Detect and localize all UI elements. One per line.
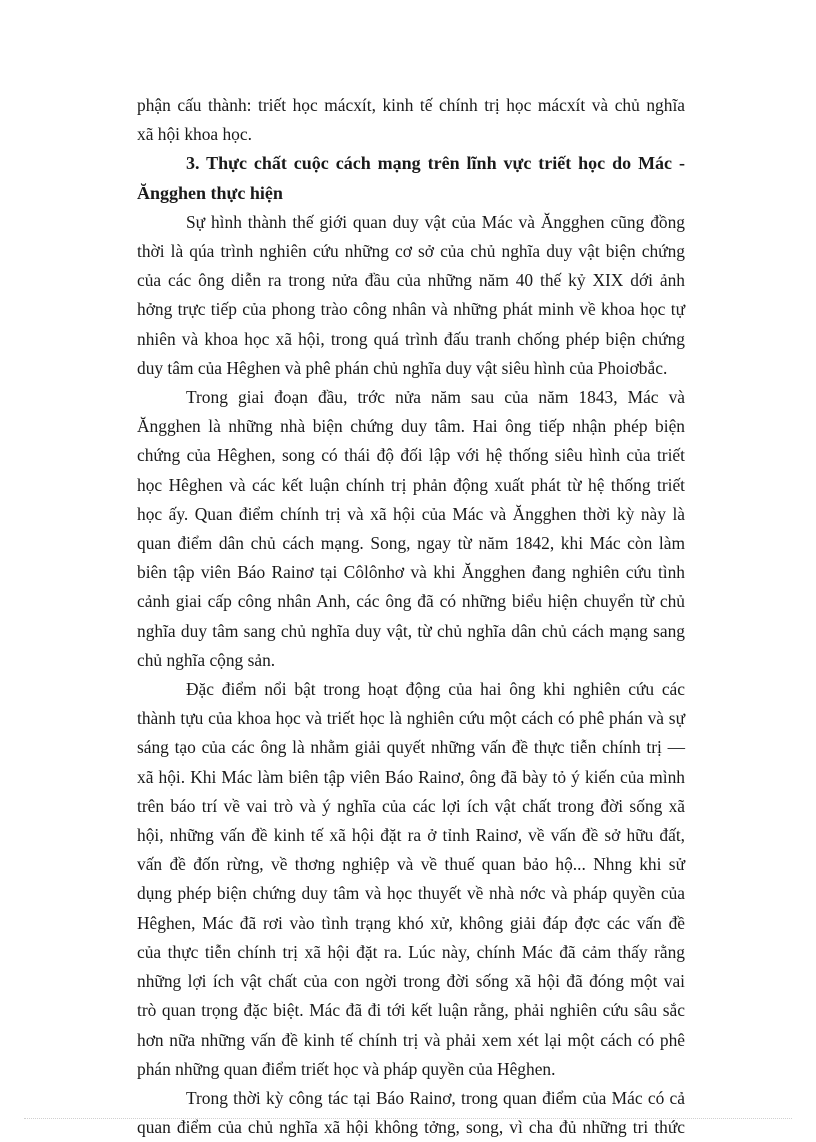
text-line: quan điểm dân chủ cách mạng. Song, ngay từ năm 1842, khi Mác còn làm [137, 533, 685, 554]
paragraph-1 [137, 208, 685, 383]
text-line: phán những quan điểm triết học và pháp quyền của Hêghen. [137, 1058, 556, 1079]
text-line: cảnh giai cấp công nhân Anh, các ông đã có những biểu hiện chuyển từ chủ [137, 591, 685, 612]
text-line: quan điểm của chủ nghĩa xã hội không tởng, song, vì cha đủ những tri thức [137, 1117, 685, 1138]
text-line: Trong giai đoạn đầu, trớc nửa năm sau của năm 1843, Mác và [186, 387, 685, 408]
text-line: vấn đề đốn rừng, về thơng nghiệp và về thuế quan bảo hộ... Nhng khi sử [137, 854, 685, 875]
text-line: học Hêghen và các kết luận chính trị phản động xuất phát từ hệ thống triết [137, 474, 685, 495]
heading-line: Ăngghen thực hiện [137, 182, 283, 203]
text-line: học ấy. Quan điểm chính trị và xã hội của Mác và Ăngghen thời kỳ này là [137, 503, 685, 524]
heading-line: 3. Thực chất cuộc cách mạng trên lĩnh vực triết học do Mác - [186, 153, 685, 174]
text-line: hơn nữa những vấn đề kinh tế chính trị và phải xem xét lại một cách có phê [137, 1029, 685, 1050]
text-line: hội, những vấn đề kinh tế xã hội đặt ra ở tỉnh Rainơ, về vấn đề sở hữu đất, [137, 825, 685, 846]
text-line: của thực tiễn chính trị xã hội đặt ra. Lúc này, chính Mác đã cảm thấy rằng [137, 941, 685, 962]
text-line: duy tâm của Hêghen và phê phán chủ nghĩa duy vật siêu hình của Phoiơbắc. [137, 357, 668, 378]
text-line: biên tập viên Báo Rainơ tại Côlônhơ và khi Ăngghen đang nghiên cứu tình [137, 562, 685, 583]
text-line: trò quan trọng đặc biệt. Mác đã đi tới kết luận rằng, phải nghiên cứu sâu sắc [137, 1000, 685, 1021]
text-line: xã hội. Khi Mác làm biên tập viên Báo Rainơ, ông đã bày tỏ ý kiến của mình [137, 766, 685, 787]
text-line: Trong thời kỳ công tác tại Báo Rainơ, trong quan điểm của Mác có cả [186, 1087, 685, 1108]
text-line: thành tựu của khoa học và triết học là nghiên cứu một cách có phê phán và sự [137, 708, 685, 729]
text-line: Hêghen, Mác đã rơi vào tình trạng khó xử, không giải đáp đợc các vấn đề [137, 912, 685, 933]
text-line: chủ nghĩa cộng sản. [137, 649, 276, 670]
paragraph-intro [137, 91, 685, 149]
text-line: nhiên và khoa học xã hội, trong quá trình đấu tranh chống phép biện chứng [137, 328, 685, 349]
text-line: hởng trực tiếp của phong trào công nhân và những phát minh về khoa học tự [137, 299, 685, 320]
text-line: Đặc điểm nổi bật trong hoạt động của hai ông khi nghiên cứu các [186, 679, 685, 700]
text-line: nghĩa duy tâm sang chủ nghĩa duy vật, từ chủ nghĩa dân chủ cách mạng sang [137, 620, 685, 641]
page-bottom-rule [24, 1118, 792, 1119]
text-line: những lợi ích vật chất của con ngời trong đời sống xã hội đã đóng một vai [137, 971, 685, 992]
paragraph-3 [137, 675, 685, 1084]
text-line: dụng phép biện chứng duy tâm và học thuyết về nhà nớc và pháp quyền của [137, 883, 685, 904]
text-line: Ăngghen là những nhà biện chứng duy tâm. Hai ông tiếp nhận phép biện [137, 416, 685, 437]
text-line: chứng của Hêghen, song có thái độ đối lập với hệ thống siêu hình của triết [137, 445, 685, 466]
text-line: xã hội khoa học. [137, 124, 252, 145]
paragraph-2 [137, 383, 685, 675]
text-line: thời là qúa trình nghiên cứu những cơ sở của chủ nghĩa duy vật biện chứng [137, 241, 685, 262]
text-line: trên báo trí về vai trò và ý nghĩa của các lợi ích vật chất trong đời sống xã [137, 795, 685, 816]
text-line: sáng tạo của các ông là nhằm giải quyết những vấn đề thực tiễn chính trị — [137, 737, 685, 758]
section-heading [137, 149, 685, 207]
paragraph-4 [137, 1084, 685, 1142]
text-line: Sự hình thành thế giới quan duy vật của Mác và Ăngghen cũng đồng [186, 211, 685, 232]
text-line: của các ông diễn ra trong nửa đầu của những năm 40 thế kỷ XIX dới ảnh [137, 270, 685, 291]
text-line: phận cấu thành: triết học mácxít, kinh tế chính trị học mácxít và chủ nghĩa [137, 95, 685, 115]
document-body [137, 91, 685, 1142]
